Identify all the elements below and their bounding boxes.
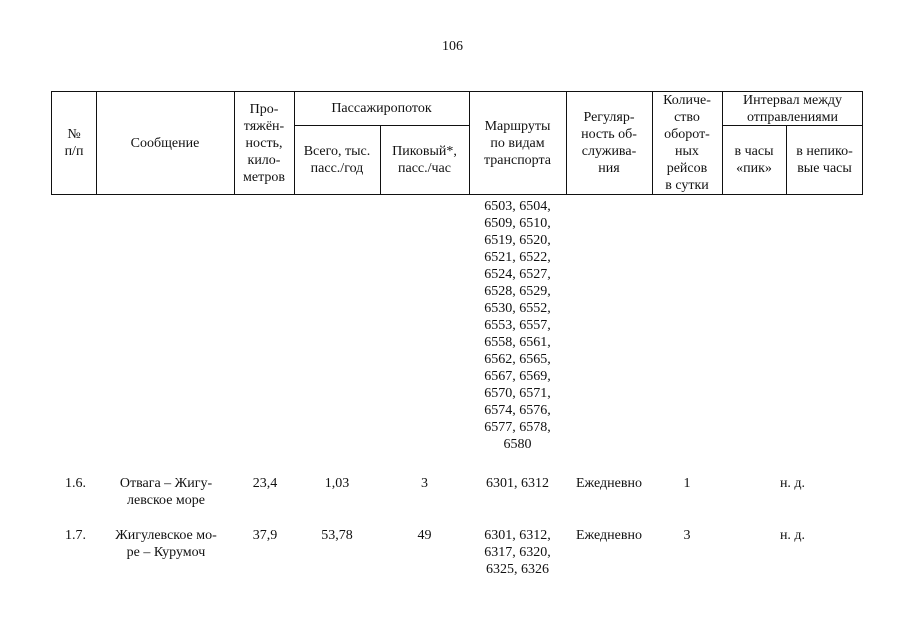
continuation-routes-cell: 6503, 6504, 6509, 6510, 6519, 6520, 6521, 6522, 6524, 6527, 6528, 6529, 6530, 6552, 6553, 6557, 6558, 6561, 6562, 6565, 6567, 6569, 6570, 6571, 6574, 6576, 6577, 6578, 6580	[484, 199, 551, 452]
header-interval: Интервал между отправлениями	[742, 92, 843, 125]
row-num: 1.7.	[65, 528, 86, 543]
header-trips: Количе- ство оборот- ных рейсов в сутки	[663, 93, 711, 193]
row-length: 37,9	[252, 528, 278, 543]
header-passenger-flow: Пассажиропоток	[331, 101, 432, 116]
row-total: 53,78	[321, 528, 353, 543]
row-interval: н. д.	[779, 528, 806, 543]
header-regularity: Регуляр- ность об- служива- ния	[581, 110, 637, 176]
header-routes: Маршруты по видам транспорта	[483, 118, 552, 168]
header-interval-peak: в часы «пик»	[734, 143, 774, 176]
row-peak: 3	[421, 476, 428, 491]
row-trips: 1	[683, 476, 691, 491]
row-length: 23,4	[252, 476, 278, 491]
row-routes: 6301, 6312, 6317, 6320, 6325, 6326	[484, 528, 551, 577]
row-interval: н. д.	[779, 476, 806, 491]
header-length: Про- тяжён- ность, кило- метров	[243, 101, 285, 185]
header-peak: Пиковый*, пасс./час	[392, 143, 457, 176]
row-total: 1,03	[324, 476, 350, 491]
row-peak: 49	[417, 528, 432, 543]
row-num: 1.6.	[65, 476, 86, 491]
row-message: Отвага – Жигу- левское море	[119, 476, 213, 508]
page-number: 106	[442, 39, 463, 54]
header-interval-offpeak: в непико- вые часы	[796, 143, 853, 176]
header-message: Сообщение	[130, 135, 200, 151]
row-regularity: Ежедневно	[575, 476, 642, 491]
table-header	[51, 91, 863, 195]
row-message: Жигулевское мо- ре – Курумоч	[115, 528, 217, 560]
row-routes: 6301, 6312	[486, 476, 549, 491]
header-num: № п/п	[64, 127, 84, 159]
row-regularity: Ежедневно	[575, 528, 642, 543]
header-total: Всего, тыс. пасс./год	[303, 143, 371, 176]
row-trips: 3	[683, 528, 691, 543]
